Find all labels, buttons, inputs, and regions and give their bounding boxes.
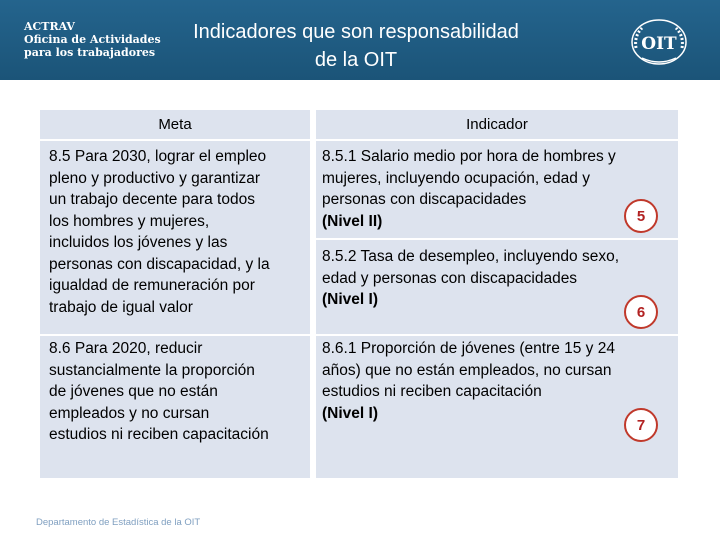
- indicator-number-badge: 7: [624, 408, 658, 442]
- indicator-line: años) que no están empleados, no cursan: [322, 361, 612, 379]
- org-line-3: para los trabajadores: [24, 46, 156, 59]
- indicator-level: (Nivel II): [322, 212, 383, 230]
- indicator-line: 8.5.1 Salario medio por hora de hombres y: [322, 148, 616, 165]
- indicator-line: personas con discapacidades: [322, 191, 527, 208]
- indicator-number-badge: 5: [624, 199, 658, 233]
- meta-line: 8.6 Para 2020, reducir: [49, 340, 203, 357]
- indicator-line: edad y personas con discapacidades: [322, 269, 578, 287]
- meta-line: incluidos los jóvenes y las: [49, 234, 228, 251]
- indicator-level: (Nivel I): [322, 404, 378, 422]
- indicator-line: mujeres, incluyendo ocupación, edad y: [322, 169, 590, 187]
- meta-line: los hombres y mujeres,: [49, 212, 210, 230]
- meta-line: de jóvenes que no están: [49, 383, 218, 400]
- column-header-meta: Meta: [40, 110, 310, 139]
- meta-cell-8-6: [40, 336, 310, 478]
- org-line-2: Oficina de Actividades: [24, 33, 161, 46]
- indicator-level: (Nivel I): [322, 291, 378, 308]
- meta-line: trabajo de igual valor: [49, 298, 193, 316]
- indicator-cell-8-5-2: [316, 240, 678, 334]
- title-line-1: Indicadores que son responsabilidad: [193, 21, 519, 43]
- indicator-cell-8-5-1: [316, 141, 678, 238]
- org-line-1: ACTRAV: [24, 20, 75, 33]
- meta-line: pleno y productivo y garantizar: [49, 169, 261, 187]
- title-line-2: de la OIT: [314, 49, 398, 71]
- header-banner: [0, 0, 720, 80]
- indicator-line: 8.5.2 Tasa de desempleo, incluyendo sexo,: [322, 248, 619, 265]
- indicators-table: [40, 110, 678, 478]
- meta-cell-8-5: [40, 141, 310, 334]
- oit-logo-icon: [630, 18, 688, 66]
- meta-line: igualdad de remuneración por: [49, 277, 255, 294]
- meta-line: estudios ni reciben capacitación: [49, 426, 269, 443]
- footer-credit: Departamento de Estadística de la OIT: [36, 517, 201, 528]
- indicator-cell-8-6-1: [316, 336, 678, 478]
- indicator-line: 8.6.1 Proporción de jóvenes (entre 15 y 24: [322, 340, 615, 357]
- page-title: [170, 18, 542, 74]
- org-name: [24, 20, 161, 59]
- indicator-line: estudios ni reciben capacitación: [322, 383, 542, 400]
- meta-line: un trabajo decente para todos: [49, 191, 255, 208]
- meta-line: 8.5 Para 2030, lograr el empleo: [49, 148, 267, 165]
- meta-line: personas con discapacidad, y la: [49, 255, 270, 273]
- meta-line: sustancialmente la proporción: [49, 361, 255, 379]
- indicator-number-badge: 6: [624, 295, 658, 329]
- logo-text: OIT: [641, 34, 677, 54]
- column-header-indicador: Indicador: [316, 110, 678, 139]
- meta-line: empleados y no cursan: [49, 404, 210, 422]
